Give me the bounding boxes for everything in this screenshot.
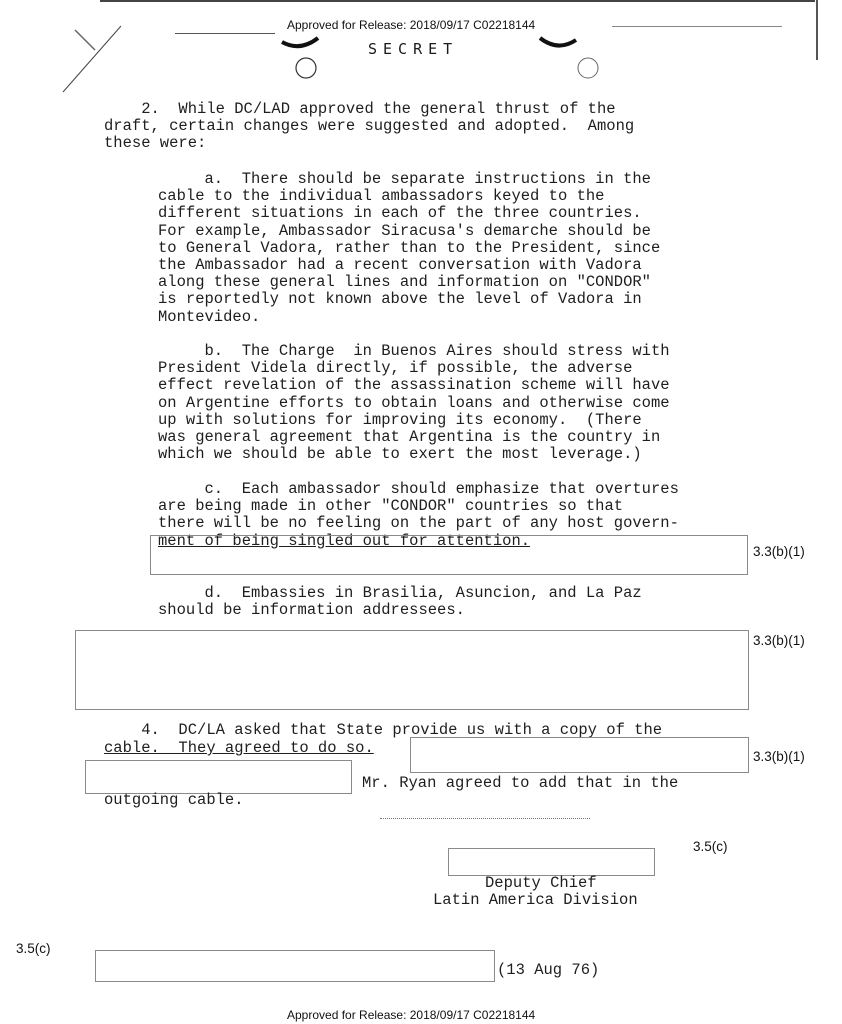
- corner-scratch-icon: [55, 20, 125, 100]
- paragraph-4-line3: Mr. Ryan agreed to add that in the: [362, 774, 679, 792]
- item-d: d. Embassies in Brasilia, Asuncion, and La Paz should be information addressees.: [158, 584, 642, 620]
- redaction-box: [75, 630, 749, 710]
- item-b: b. The Charge in Buenos Aires should stress with President Videla directly, if possible, the adverse effect revelation of the assassination scheme will have on Argentine efforts to obtain loans and otherwise come up with solutions for improving its economy. (There was general agreement that Argentina is the country in which we should be able to exert the most leverage.): [158, 342, 670, 464]
- exemption-code: 3.3(b)(1): [753, 544, 805, 559]
- item-c: c. Each ambassador should emphasize that overtures are being made in other "CONDOR" countries so that there will be no feeling on the part of any host govern- ment of being singled out for attention.: [158, 480, 679, 550]
- header-dash-left: [175, 33, 275, 34]
- exemption-code: 3.3(b)(1): [753, 749, 805, 764]
- paragraph-4-line2: cable. They agreed to do so.: [104, 739, 374, 757]
- redaction-box: [85, 760, 352, 794]
- redaction-mark-icon: [538, 36, 580, 56]
- signature-title: Deputy Chief: [485, 874, 597, 892]
- paragraph-4-line4: outgoing cable.: [104, 791, 244, 809]
- release-stamp-top: Approved for Release: 2018/09/17 C02218144: [287, 18, 536, 32]
- document-date: (13 Aug 76): [497, 961, 600, 979]
- exemption-code: 3.3(b)(1): [753, 633, 805, 648]
- paragraph-4-line1: 4. DC/LA asked that State provide us with a copy of the: [104, 721, 663, 739]
- separator-dots: [380, 818, 590, 820]
- paragraph-2: 2. While DC/LAD approved the general thrust of the draft, certain changes were suggested and adopted. Among these were:: [104, 100, 635, 153]
- punch-hole-icon: [292, 54, 322, 84]
- redaction-box: [150, 535, 748, 575]
- classification-marking: SECRET: [368, 40, 459, 58]
- redaction-box: [448, 848, 655, 876]
- punch-hole-icon: [572, 54, 606, 84]
- release-stamp-bottom: Approved for Release: 2018/09/17 C02218144: [287, 1008, 536, 1022]
- header-dash-right: [612, 26, 782, 27]
- exemption-code: 3.5(c): [16, 941, 51, 956]
- redaction-box: [95, 950, 495, 982]
- redaction-mark-icon: [280, 36, 322, 56]
- top-rule: [100, 0, 815, 2]
- signature-division: Latin America Division: [433, 891, 638, 909]
- right-edge-rule: [816, 0, 818, 60]
- redaction-box: [410, 737, 749, 773]
- exemption-code: 3.5(c): [693, 839, 728, 854]
- item-a: a. There should be separate instructions in the cable to the individual ambassadors keyed to the different situations in each of the three countries. For example, Ambassador Siracusa's demarche should be to General Vadora, rather than to the President, since the Ambassador had a recent conversation with Vadora along these general lines and information on "CONDOR" is reportedly not known above the level of Vadora in Montevideo.: [158, 170, 661, 326]
